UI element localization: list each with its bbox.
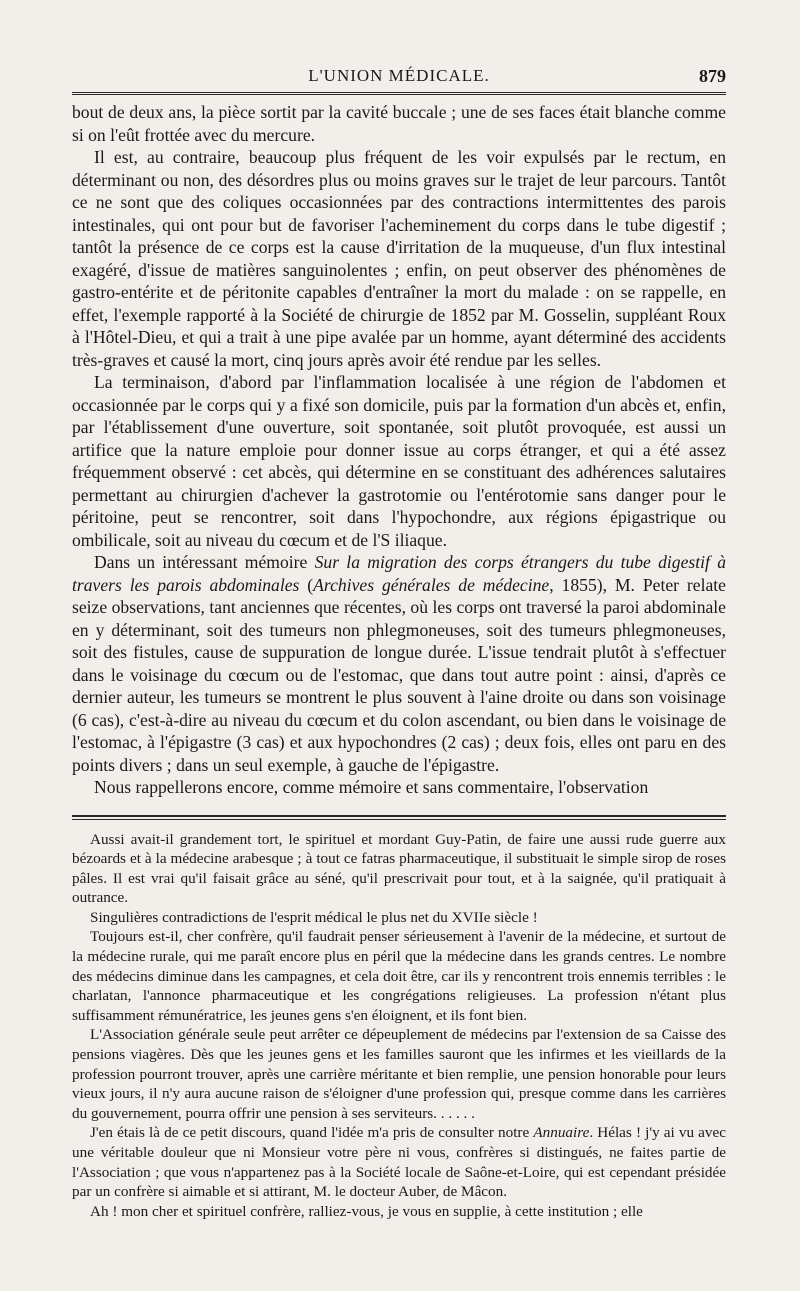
paragraph bbox=[72, 551, 726, 776]
paragraph: Nous rappellerons encore, comme mémoire et sans commentaire, l'observation bbox=[94, 777, 649, 797]
page-number: 879 bbox=[699, 66, 726, 86]
feuilleton-paragraph: L'Association générale seule peut arrêter ce dépeuplement de médecins par l'extension de sa Caisse des pensions viagères. Dès que les jeunes gens et les familles sauront que les infirmes et les vieillards de la profession pourront trouver, après une carrière méritante et bien remplie, une pension honorable pour leurs vieux jours, il n'y aura aucune raison de s'éloigner d'une profession qui, presque comme dans les carrières du gouvernement, pourra offrir une pension à ses serviteurs. . . . . . bbox=[72, 1026, 726, 1122]
header-rule bbox=[72, 92, 726, 95]
feuilleton-paragraph: Toujours est-il, cher confrère, qu'il faudrait penser sérieusement à l'avenir de la médecine, et surtout de la médecine rurale, qui me paraît encore plus en péril que la médecine dans les grands centres. Le nombre des médecins diminue dans les campagnes, et cela doit être, car ils y rencontrent trois ennemis terribles : le charlatan, l'annonce pharmaceutique et les congrégations religieuses. La profession n'étant plus suffisamment rémunératrice, les jeunes gens s'en éloignent, et ils font bien. bbox=[72, 928, 726, 1024]
memoir-title: Sur la migration des corps étrangers du tube digestif à travers les parois abdominales bbox=[72, 552, 726, 595]
journal-reference: Archives générales de médecine bbox=[313, 574, 550, 595]
running-header bbox=[72, 60, 726, 90]
text-run: . Hélas ! j'y ai vu avec une véritable douleur que ni Monsieur votre père ni vous, confrères si distingués, ne faites partie de l'Association ; que vous n'appartenez pas à la Société locale de Saône-et-Loire, qui est cependant présidée par un confrère si aimable et si attirant, M. le docteur Auber, de Mâcon. bbox=[72, 1124, 727, 1201]
paragraph: Il est, au contraire, beaucoup plus fréquent de les voir expulsés par le rectum, en déterminant ou non, des désordres plus ou moins graves sur le trajet de leur parcours. Tantôt ce ne sont que des coliques occasionnées par des contractions intermittentes des parois intestinales, qui ont pour but de favoriser l'acheminement du corps dans le tube digestif ; tantôt la présence de ce corps est la cause d'irritation de la muqueuse, d'un flux intestinal exagéré, d'issue de matières sanguinolentes ; enfin, on peut observer des phénomènes de gastro-entérite et de péritonite capables d'entraîner la mort du malade : on se rappelle, en effet, l'exemple rapporté à la Société de chirurgie de 1852 par M. Gosselin, suppléant Roux à l'Hôtel-Dieu, et qui a trait à une pipe avalée par un homme, ayant déterminé des accidents très-graves et causé la mort, cinq jours après avoir été rendue par les selles. bbox=[72, 147, 726, 370]
main-article bbox=[72, 101, 726, 799]
section-divider bbox=[72, 815, 726, 820]
text-run: ( bbox=[299, 574, 314, 595]
feuilleton-paragraph: Singulières contradictions de l'esprit médical le plus net du XVIIe siècle ! bbox=[90, 908, 538, 926]
text-run: J'en étais là de ce petit discours, quand l'idée m'a pris de consulter notre bbox=[90, 1124, 534, 1142]
annuaire-reference: Annuaire bbox=[533, 1124, 590, 1142]
text-run: , 1855), M. Peter relate seize observations, tant anciennes que récentes, où les corps ont traversé la paroi abdominale en y déterminant, soit des tumeurs non phlegmoneuses, soit des tumeurs phlegmoneuses, soit des fistules, cause de suppuration de longue durée. L'issue tendrait plutôt à s'effectuer dans le voisinage du cœcum ou de l'estomac, que dans tout autre point : ainsi, d'après ce dernier auteur, les tumeurs se montrent le plus souvent à l'aine droite ou dans son voisinage (6 cas), c'est-à-dire au niveau du cœcum et du colon ascendant, ou bien dans le voisinage de l'estomac, à l'épigastre (3 cas) et aux hypochondres (2 cas) ; deux fois, elles ont paru en des points divers ; dans un seul exemple, à gauche de l'épigastre. bbox=[72, 574, 726, 775]
feuilleton-paragraph: Ah ! mon cher et spirituel confrère, ralliez-vous, je vous en supplie, à cette institution ; elle bbox=[90, 1202, 643, 1220]
paragraph: La terminaison, d'abord par l'inflammation localisée à une région de l'abdomen et occasionnée par le corps qui y a fixé son domicile, puis par la formation d'un abcès et, enfin, par l'établissement d'une ouverture, soit spontanée, soit plutôt provoquée, est aussi un artifice que la nature emploie pour donner issue au corps étranger, et qui a été assez fréquemment observé : cet abcès, qui détermine en se constituant des adhérences salutaires permettant au chirurgien d'achever la gastrotomie ou l'entérotomie sans danger pour le péritoine, peut se rencontrer, soit dans l'hypochondre, aux régions épigastrique ou ombilicale, soit au niveau du cœcum et de l'S iliaque. bbox=[72, 372, 726, 550]
feuilleton-section bbox=[72, 830, 726, 1222]
paragraph: bout de deux ans, la pièce sortit par la cavité buccale ; une de ses faces était blanche comme si on l'eût frottée avec du mercure. bbox=[72, 102, 726, 145]
feuilleton-paragraph: Aussi avait-il grandement tort, le spirituel et mordant Guy-Patin, de faire une aussi rude guerre aux bézoards et à la médecine arabesque ; à tout ce fatras pharmaceutique, il substituait le simple sirop de roses pâles. Il est vrai qu'il faisait grâce au séné, qu'il prescrivait pour tout, et à la saignée, qu'il pratiquait à outrance. bbox=[72, 830, 726, 907]
journal-title: L'UNION MÉDICALE. bbox=[308, 66, 490, 85]
text-run: Dans un intéressant mémoire bbox=[94, 552, 315, 572]
feuilleton-paragraph bbox=[72, 1123, 726, 1201]
